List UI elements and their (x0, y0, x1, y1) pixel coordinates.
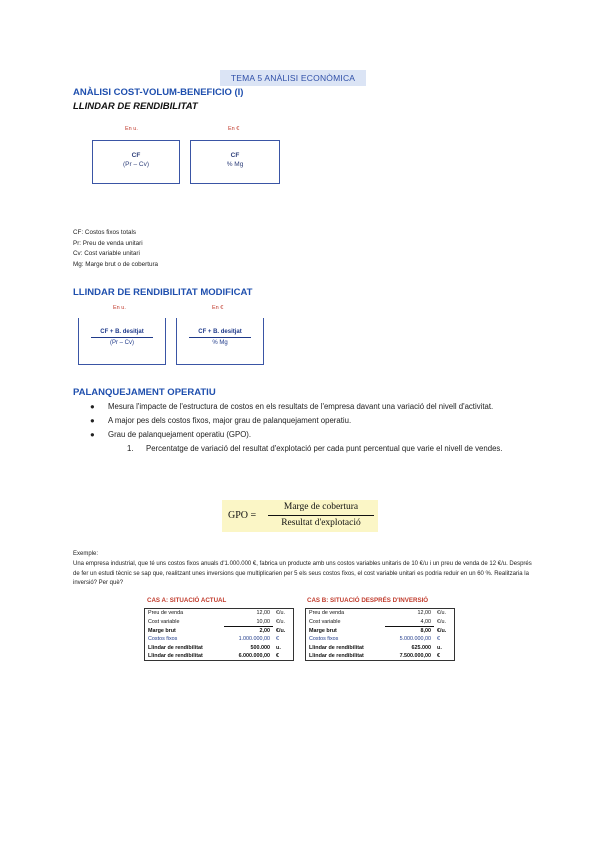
example-text: Una empresa industrial, que té uns costos fixos anuals d'1.000.000 €, fabrica un producte amb uns costos variables unitaris de 10 €/u i un preu de venda de 12 €/u. Després de fer un estudi tècnic se sap que, realitzant unes inversions que multiplicarien per 5 els seus costos fixos, el cost variable unitari es podria reduir en un 60 %. Realitzaria la inversió? Per què? (73, 561, 532, 586)
row-unit: €/u. (276, 627, 286, 634)
formula-box-euros (190, 140, 280, 184)
table-row (306, 644, 454, 652)
definition-item: Pr: Preu de venda unitari (73, 239, 143, 247)
definition-item: Mg: Marge brut o de cobertura (73, 260, 159, 268)
formula-denominator: (Pr – Cv) (123, 161, 149, 168)
row-label: Costos fixos (309, 636, 339, 643)
table-row (145, 644, 293, 652)
row-label: Preu de venda (309, 610, 345, 617)
formula-box-euros-modified (176, 318, 264, 365)
label-units: En u. (113, 305, 126, 311)
list-item-text: Grau de palanquejament operatiu (GPO). (108, 430, 252, 439)
table-row (145, 626, 293, 635)
table-row (145, 635, 293, 643)
row-label: Cost variable (148, 618, 180, 625)
label-euros: En € (228, 126, 240, 132)
gpo-formula (222, 500, 378, 532)
fraction-line (189, 337, 251, 338)
bullet-list (90, 400, 530, 456)
formula-numerator: CF + B. desitjat (198, 329, 242, 335)
formula-numerator: CF (131, 152, 141, 159)
row-value: 10,00 (256, 618, 271, 625)
case-b-title: CAS B: SITUACIÓ DESPRÉS D'INVERSIÓ (307, 597, 429, 604)
row-value: 500.000 (250, 644, 271, 651)
row-label: Cost variable (309, 618, 341, 625)
formula-denominator: % Mg (212, 340, 228, 346)
section-heading-palanquejament: PALANQUEJAMENT OPERATIU (73, 387, 216, 398)
list-item-text: A major pes dels costos fixos, major grau de palanquejament operatiu. (108, 416, 352, 425)
row-unit: €/u. (276, 618, 286, 625)
formula-box-units (92, 140, 180, 184)
definition-item: Cv: Cost variable unitari (73, 250, 140, 257)
table-row (145, 652, 293, 660)
fraction-line (91, 337, 153, 338)
table-row (145, 617, 293, 626)
row-label: Llindar de rendibilitat (309, 644, 364, 651)
row-label: Costos fixos (148, 636, 178, 643)
row-unit: € (276, 636, 280, 643)
formula-denominator: % Mg (226, 161, 244, 168)
row-unit: €/u. (437, 610, 447, 617)
section-heading-llindar-modificat: LLINDAR DE RENDIBILITAT MODIFICAT (73, 287, 253, 298)
section-subheading-llindar: LLINDAR DE RENDIBILITAT (73, 101, 198, 112)
example-label: Exemple: (73, 551, 99, 557)
row-label: Llindar de rendibilitat (309, 653, 364, 660)
label-euros: En € (212, 305, 224, 311)
case-a-title: CAS A: SITUACIÓ ACTUAL (147, 597, 227, 604)
list-item-text: Mesura l'impacte de l'estructura de costos en els resultats de l'empresa davant una variació del nivell d'activitat. (108, 402, 494, 411)
formula-numerator: CF + B. desitjat (100, 329, 144, 335)
row-value: 2,00 (224, 626, 273, 635)
row-label: Preu de venda (148, 610, 184, 617)
label-units: En u. (125, 126, 138, 132)
case-b-table (305, 608, 455, 661)
row-label: Marge brut (148, 627, 176, 634)
numbered-item (127, 442, 530, 456)
table-row (145, 609, 293, 617)
table-row (306, 617, 454, 626)
formula-numerator: CF (230, 152, 240, 159)
numbered-marker: 1. (127, 444, 134, 453)
bullet-icon: ● (90, 416, 95, 425)
row-unit: € (276, 653, 280, 660)
bullet-icon: ● (90, 430, 95, 439)
row-value: 625.000 (411, 644, 432, 651)
bullet-icon: ● (90, 402, 95, 411)
fraction-line (268, 515, 374, 516)
row-value: 5.000.000,00 (399, 636, 432, 643)
row-value: 7.500.000,00 (399, 653, 432, 660)
list-item (90, 414, 530, 428)
row-label: Llindar de rendibilitat (148, 653, 203, 660)
list-item (90, 428, 530, 442)
row-value: 1.000.000,00 (238, 636, 271, 643)
table-row (306, 635, 454, 643)
row-label: Llindar de rendibilitat (148, 644, 203, 651)
row-unit: €/u. (437, 627, 447, 634)
formula-box-units-modified (78, 318, 166, 365)
formula-denominator: (Pr – Cv) (110, 340, 134, 346)
row-value: 8,00 (385, 626, 434, 635)
row-value: 12,00 (417, 610, 432, 617)
row-unit: u. (276, 644, 281, 651)
row-label: Marge brut (309, 627, 337, 634)
case-a-table (144, 608, 294, 661)
section-heading-cvb: ANÀLISI COST-VOLUM-BENEFICIO (I) (73, 87, 244, 98)
row-unit: u. (437, 644, 442, 651)
table-row (306, 652, 454, 660)
row-value: 4,00 (420, 618, 432, 625)
list-item (90, 400, 530, 414)
row-unit: € (437, 636, 441, 643)
row-unit: €/u. (437, 618, 447, 625)
definition-item: CF: Costos fixos totals (73, 229, 136, 236)
page-topic: TEMA 5 ANÀLISI ECONÒMICA (220, 70, 366, 86)
row-value: 12,00 (256, 610, 271, 617)
gpo-denominator: Resultat d'explotació (281, 518, 361, 528)
gpo-label: GPO = (228, 510, 257, 521)
row-unit: €/u. (276, 610, 286, 617)
numbered-item-text: Percentatge de variació del resultat d'explotació per cada punt percentual que varie el nivell de vendes. (146, 444, 503, 453)
definitions-list (73, 228, 158, 270)
table-row (306, 609, 454, 617)
gpo-numerator: Marge de cobertura (283, 502, 359, 512)
row-unit: € (437, 653, 441, 660)
table-row (306, 626, 454, 635)
row-value: 6.000.000,00 (238, 653, 271, 660)
